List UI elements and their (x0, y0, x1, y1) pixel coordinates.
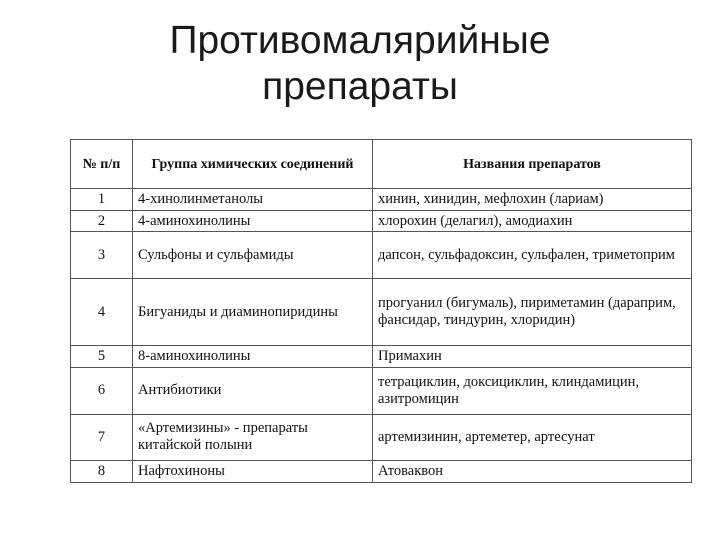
row-group: Антибиотики (133, 368, 373, 415)
row-group: Бигуаниды и диаминопиридины (133, 279, 373, 346)
row-drugs: Примахин (373, 346, 692, 368)
drugs-table-container (70, 139, 691, 483)
row-num: 6 (71, 368, 133, 415)
drugs-table (70, 139, 692, 483)
row-num: 4 (71, 279, 133, 346)
row-group: 4-аминохинолины (133, 210, 373, 232)
header-group: Группа химических соединений (133, 140, 373, 189)
table-row (71, 189, 692, 211)
row-drugs: хинин, хинидин, мефлохин (лариам) (373, 189, 692, 211)
table-row (71, 461, 692, 483)
page-title (0, 18, 720, 110)
header-drugs: Названия препаратов (373, 140, 692, 189)
title-line-1: Противомалярийные (169, 19, 551, 62)
row-drugs: тетрациклин, доксициклин, клиндамицин, азитромицин (373, 368, 692, 415)
table-row (71, 279, 692, 346)
table-header-row (71, 140, 692, 189)
row-drugs: хлорохин (делагил), амодиахин (373, 210, 692, 232)
row-group: Сульфоны и сульфамиды (133, 232, 373, 279)
row-drugs: артемизинин, артеметер, артесунат (373, 414, 692, 461)
table-row (71, 346, 692, 368)
row-group: 4-хинолинметанолы (133, 189, 373, 211)
row-num: 8 (71, 461, 133, 483)
row-num: 7 (71, 414, 133, 461)
row-num: 5 (71, 346, 133, 368)
title-line-2: препараты (262, 65, 458, 108)
row-drugs: Атоваквон (373, 461, 692, 483)
table-row (71, 414, 692, 461)
row-group: «Артемизины» - препараты китайской полыни (133, 414, 373, 461)
table-row (71, 232, 692, 279)
row-drugs: дапсон, сульфадоксин, сульфален, триметоприм (373, 232, 692, 279)
row-num: 2 (71, 210, 133, 232)
row-num: 3 (71, 232, 133, 279)
table-row (71, 210, 692, 232)
table-row (71, 368, 692, 415)
row-num: 1 (71, 189, 133, 211)
row-group: Нафтохиноны (133, 461, 373, 483)
row-drugs: прогуанил (бигумаль), пириметамин (дараприм, фансидар, тиндурин, хлоридин) (373, 279, 692, 346)
row-group: 8-аминохинолины (133, 346, 373, 368)
header-num: № п/п (71, 140, 133, 189)
